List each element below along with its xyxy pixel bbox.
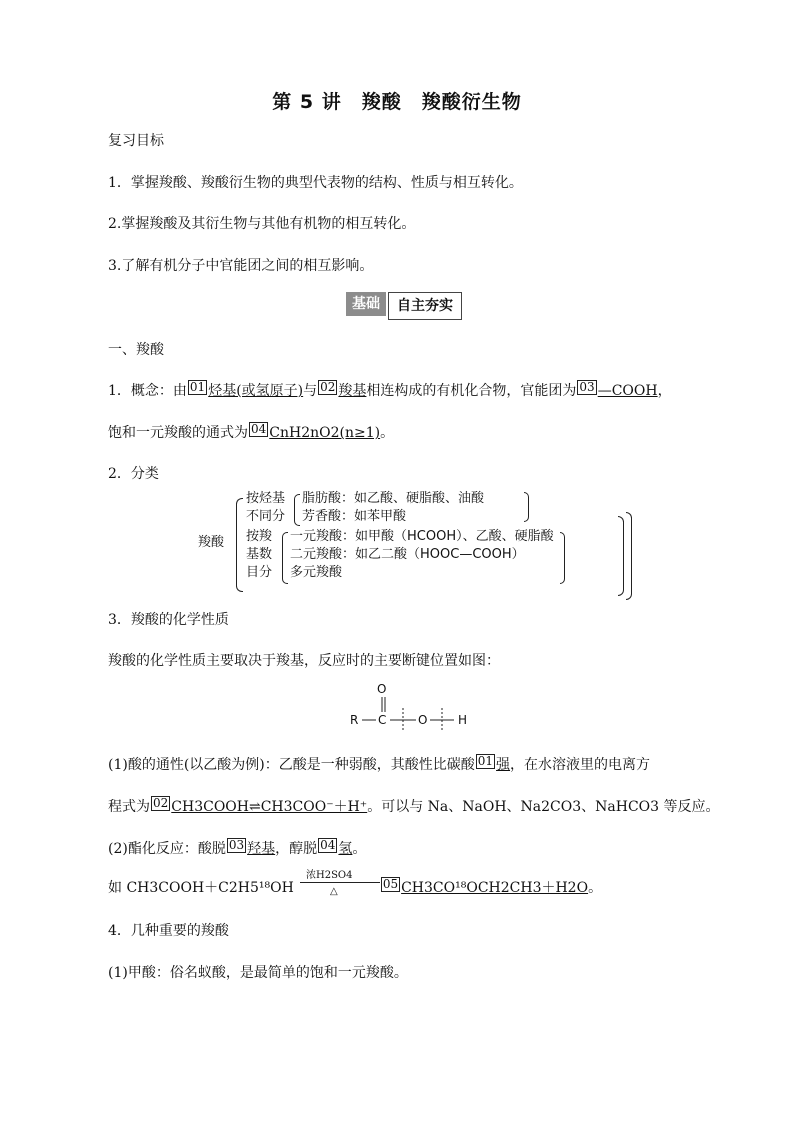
concept-text: 。 xyxy=(380,425,395,441)
answer-text: 强 xyxy=(496,757,511,773)
chem-text: ，在水溶液里的电离方 xyxy=(510,757,651,773)
blank-number: 03 xyxy=(228,838,245,852)
classification-item: 芳香酸：如苯甲酸 xyxy=(302,509,407,524)
classification-item: 一元羧酸：如甲酸（HCOOH）、乙酸、硬脂酸 xyxy=(290,529,554,544)
close-brace xyxy=(524,492,529,522)
group-label: 目分 xyxy=(246,565,273,580)
concept-prefix: 1．概念：由 xyxy=(108,383,187,399)
atom-c: C xyxy=(378,713,387,727)
section-badge xyxy=(346,292,462,320)
review-item-3: 3.了解有机分子中官能团之间的相互影响。 xyxy=(108,258,374,274)
concept-text: 相连构成的有机化合物，官能团为 xyxy=(366,383,577,399)
group-label: 不同分 xyxy=(246,509,286,524)
blank-number: 01 xyxy=(189,380,206,394)
concept-text: 饱和一元羧酸的通式为 xyxy=(108,425,248,441)
answer-equation: CH3CO¹⁸OCH2CH3＋H2O xyxy=(401,880,589,896)
chem-text: 。 xyxy=(352,841,367,857)
acidity-line-2 xyxy=(108,796,720,817)
blank-number: 02 xyxy=(153,796,169,810)
esterification-line xyxy=(108,838,366,859)
group-brace xyxy=(282,532,288,584)
chem-text: 程式为 xyxy=(108,799,150,815)
chem-heading: 3．羧酸的化学性质 xyxy=(108,612,229,628)
badge-label-basic: 基础 xyxy=(346,292,386,316)
blank-number: 04 xyxy=(320,838,336,852)
acidity-line-1 xyxy=(108,754,650,775)
chem-text: (1)酸的通性(以乙酸为例)：乙酸是一种弱酸，其酸性比碳酸 xyxy=(108,757,475,773)
classification-item: 多元羧酸 xyxy=(290,565,343,580)
answer-text: 羟基 xyxy=(247,841,276,857)
concept-line-1 xyxy=(108,380,672,401)
answer-formula: CnH2nO2(n≥1) xyxy=(269,425,381,441)
answer-equation: CH3COOH⇌CH3COO⁻＋H⁺ xyxy=(171,799,368,815)
answer-text: 羧基 xyxy=(338,383,367,399)
blank-number: 02 xyxy=(320,380,336,394)
answer-text: —COOH xyxy=(597,383,658,399)
section-heading-carboxylic-acid: 一、羧酸 xyxy=(108,342,164,358)
chem-intro: 羧酸的化学性质主要取决于羧基，反应时的主要断键位置如图： xyxy=(108,653,500,669)
important-acids-heading: 4．几种重要的羧酸 xyxy=(108,923,229,939)
concept-text: 与 xyxy=(303,383,318,399)
blank-number: 05 xyxy=(382,877,399,891)
concept-line-2 xyxy=(108,422,394,443)
carboxyl-structure-diagram xyxy=(350,682,480,732)
classification-root: 羧酸 xyxy=(198,535,225,550)
answer-text: 氢 xyxy=(338,841,353,857)
reaction-condition-catalyst: 浓H2SO4 xyxy=(306,870,353,881)
group-label: 按羧 xyxy=(246,529,273,544)
chem-text: 。可以与 Na、NaOH、Na2CO3、NaHCO3 等反应。 xyxy=(367,799,720,815)
atom-h: H xyxy=(458,713,468,727)
blank-number: 03 xyxy=(579,380,595,394)
classification-item: 脂肪酸：如乙酸、硬脂酸、油酸 xyxy=(302,491,485,506)
blank-number: 01 xyxy=(477,754,494,768)
badge-label-self-study: 自主夯实 xyxy=(388,292,462,320)
chem-text: 如 CH3COOH＋C2H5¹⁸OH xyxy=(108,880,294,896)
review-item-2: 2.掌握羧酸及其衍生物与其他有机物的相互转化。 xyxy=(108,216,416,232)
close-brace xyxy=(618,516,624,596)
formic-acid-text: (1)甲酸：俗名蚁酸，是最简单的饱和一元羧酸。 xyxy=(108,965,408,981)
atom-o: O xyxy=(418,713,428,727)
chem-text: (2)酯化反应：酸脱 xyxy=(108,841,226,857)
atom-r: R xyxy=(350,713,359,727)
reaction-condition-heat: △ xyxy=(330,886,338,897)
chem-text: ，醇脱 xyxy=(275,841,318,857)
classification-item: 二元羧酸：如乙二酸（HOOC—COOH） xyxy=(290,547,525,562)
blank-number: 04 xyxy=(251,422,267,436)
main-brace xyxy=(236,498,243,592)
close-brace xyxy=(560,532,565,584)
close-brace xyxy=(626,512,632,600)
group-label: 按烃基 xyxy=(246,491,286,506)
classification-heading: 2．分类 xyxy=(108,466,159,482)
review-item-1: 1．掌握羧酸、羧酸衍生物的典型代表物的结构、性质与相互转化。 xyxy=(108,175,523,191)
atom-o-top: O xyxy=(377,682,387,696)
page-title: 第 5 讲 羧酸 羧酸衍生物 xyxy=(272,91,522,113)
concept-text: ， xyxy=(657,383,672,399)
esterification-equation xyxy=(108,877,602,898)
chem-text: 。 xyxy=(588,880,603,896)
answer-text: 烃基(或氢原子) xyxy=(208,383,304,399)
group-label: 基数 xyxy=(246,547,273,562)
group-brace xyxy=(294,494,300,526)
review-heading: 复习目标 xyxy=(108,133,164,149)
classification-diagram xyxy=(198,488,638,598)
